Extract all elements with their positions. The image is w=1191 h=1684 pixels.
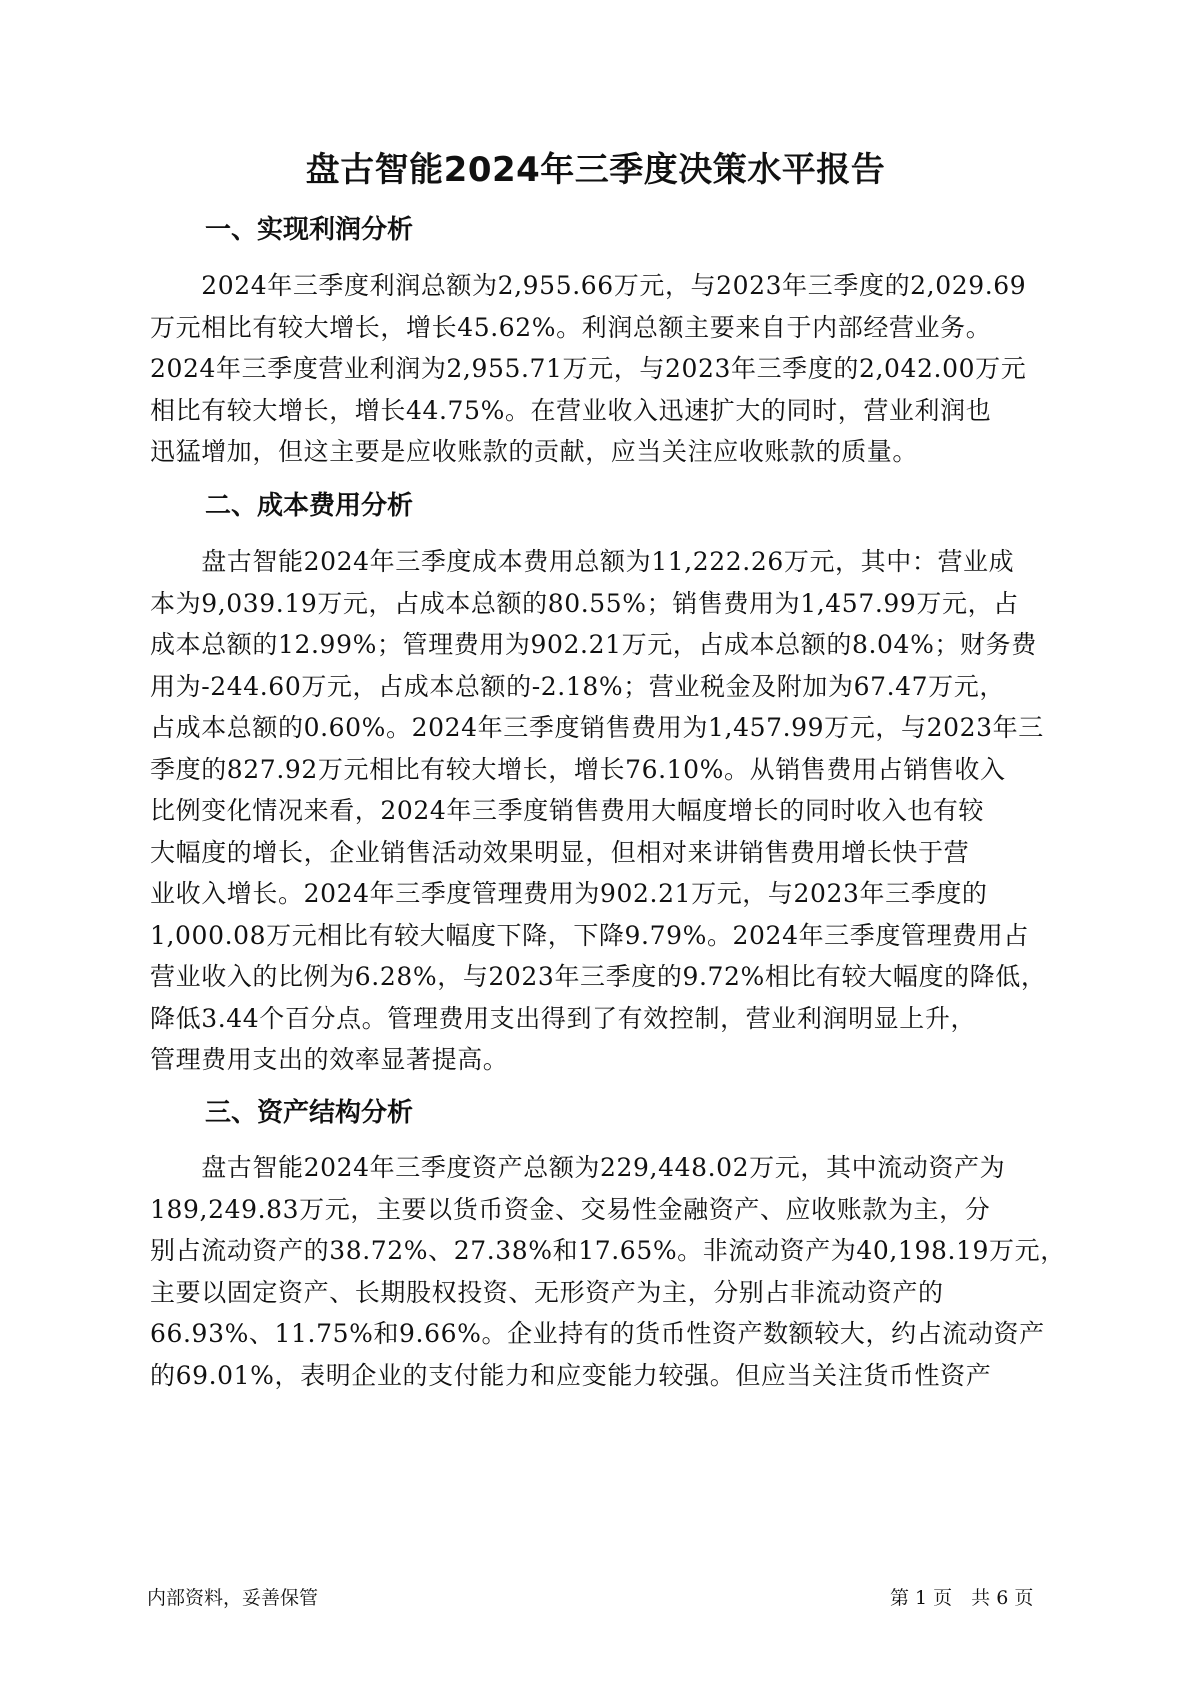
section-heading-cost: 二、成本费用分析: [205, 491, 414, 521]
paragraph-line: 用为-244.60万元，占成本总额的-2.18%；营业税金及附加为67.47万元，: [150, 671, 1005, 701]
document-title: 盘古智能2024年三季度决策水平报告: [305, 150, 886, 190]
paragraph-line: 本为9,039.19万元，占成本总额的80.55%；销售费用为1,457.99万元，占: [150, 588, 1019, 618]
paragraph-line: 迅猛增加，但这主要是应收账款的贡献，应当关注应收账款的质量。: [150, 437, 919, 466]
paragraph-line: 业收入增长。2024年三季度管理费用为902.21万元，与2023年三季度的: [150, 879, 988, 908]
paragraph-line: 相比有较大增长，增长44.75%。在营业收入迅速扩大的同时，营业利润也: [150, 395, 992, 425]
paragraph-line: 大幅度的增长，企业销售活动效果明显，但相对来讲销售费用增长快于营: [150, 837, 970, 867]
paragraph-line: 管理费用支出的效率显著提高。: [150, 1045, 509, 1074]
paragraph-line: 成本总额的12.99%；管理费用为902.21万元，占成本总额的8.04%；财务费: [150, 630, 1037, 659]
footer-confidential-note: 内部资料，妥善保管: [147, 1587, 319, 1609]
paragraph-line: 占成本总额的0.60%。2024年三季度销售费用为1,457.99万元，与2023年三: [150, 713, 1044, 742]
paragraph-line: 降低3.44个百分点。管理费用支出得到了有效控制，营业利润明显上升，: [150, 1003, 977, 1033]
paragraph-line: 主要以固定资产、长期股权投资、无形资产为主，分别占非流动资产的: [150, 1277, 944, 1307]
section-heading-profit: 一、实现利润分析: [205, 215, 414, 245]
paragraph-line: 别占流动资产的38.72%、27.38%和17.65%。非流动资产为40,198.19万元，: [150, 1236, 1066, 1265]
section-body-assets: [150, 1147, 1066, 1396]
section-heading-assets: 三、资产结构分析: [205, 1098, 414, 1128]
paragraph-line: 的69.01%，表明企业的支付能力和应变能力较强。但应当关注货币性资产: [150, 1360, 992, 1390]
paragraph-line: 营业收入的比例为6.28%，与2023年三季度的9.72%相比有较大幅度的降低，: [150, 962, 1047, 991]
footer-page-number: 第 1 页 共 6 页: [890, 1587, 1034, 1609]
paragraph-line: 2024年三季度利润总额为2,955.66万元，与2023年三季度的2,029.69: [150, 271, 1027, 300]
section-body-cost: [150, 541, 1056, 1081]
paragraph-line: 盘古智能2024年三季度资产总额为229,448.02万元，其中流动资产为: [150, 1153, 1006, 1182]
paragraph-line: 1,000.08万元相比有较大幅度下降，下降9.79%。2024年三季度管理费用占: [150, 920, 1029, 950]
paragraph-line: 万元相比有较大增长，增长45.62%。利润总额主要来自于内部经营业务。: [150, 312, 992, 342]
paragraph-line: 比例变化情况来看，2024年三季度销售费用大幅度增长的同时收入也有较: [150, 796, 985, 825]
paragraph-line: 盘古智能2024年三季度成本费用总额为11,222.26万元，其中：营业成: [150, 547, 1015, 576]
paragraph-line: 2024年三季度营业利润为2,955.71万元，与2023年三季度的2,042.00万元: [150, 354, 1027, 383]
paragraph-line: 季度的827.92万元相比有较大增长，增长76.10%。从销售费用占销售收入: [150, 754, 1006, 784]
paragraph-line: 66.93%、11.75%和9.66%。企业持有的货币性资产数额较大，约占流动资产: [150, 1319, 1045, 1348]
section-body-profit: [150, 265, 1056, 473]
paragraph-line: 189,249.83万元，主要以货币资金、交易性金融资产、应收账款为主，分: [150, 1194, 991, 1224]
